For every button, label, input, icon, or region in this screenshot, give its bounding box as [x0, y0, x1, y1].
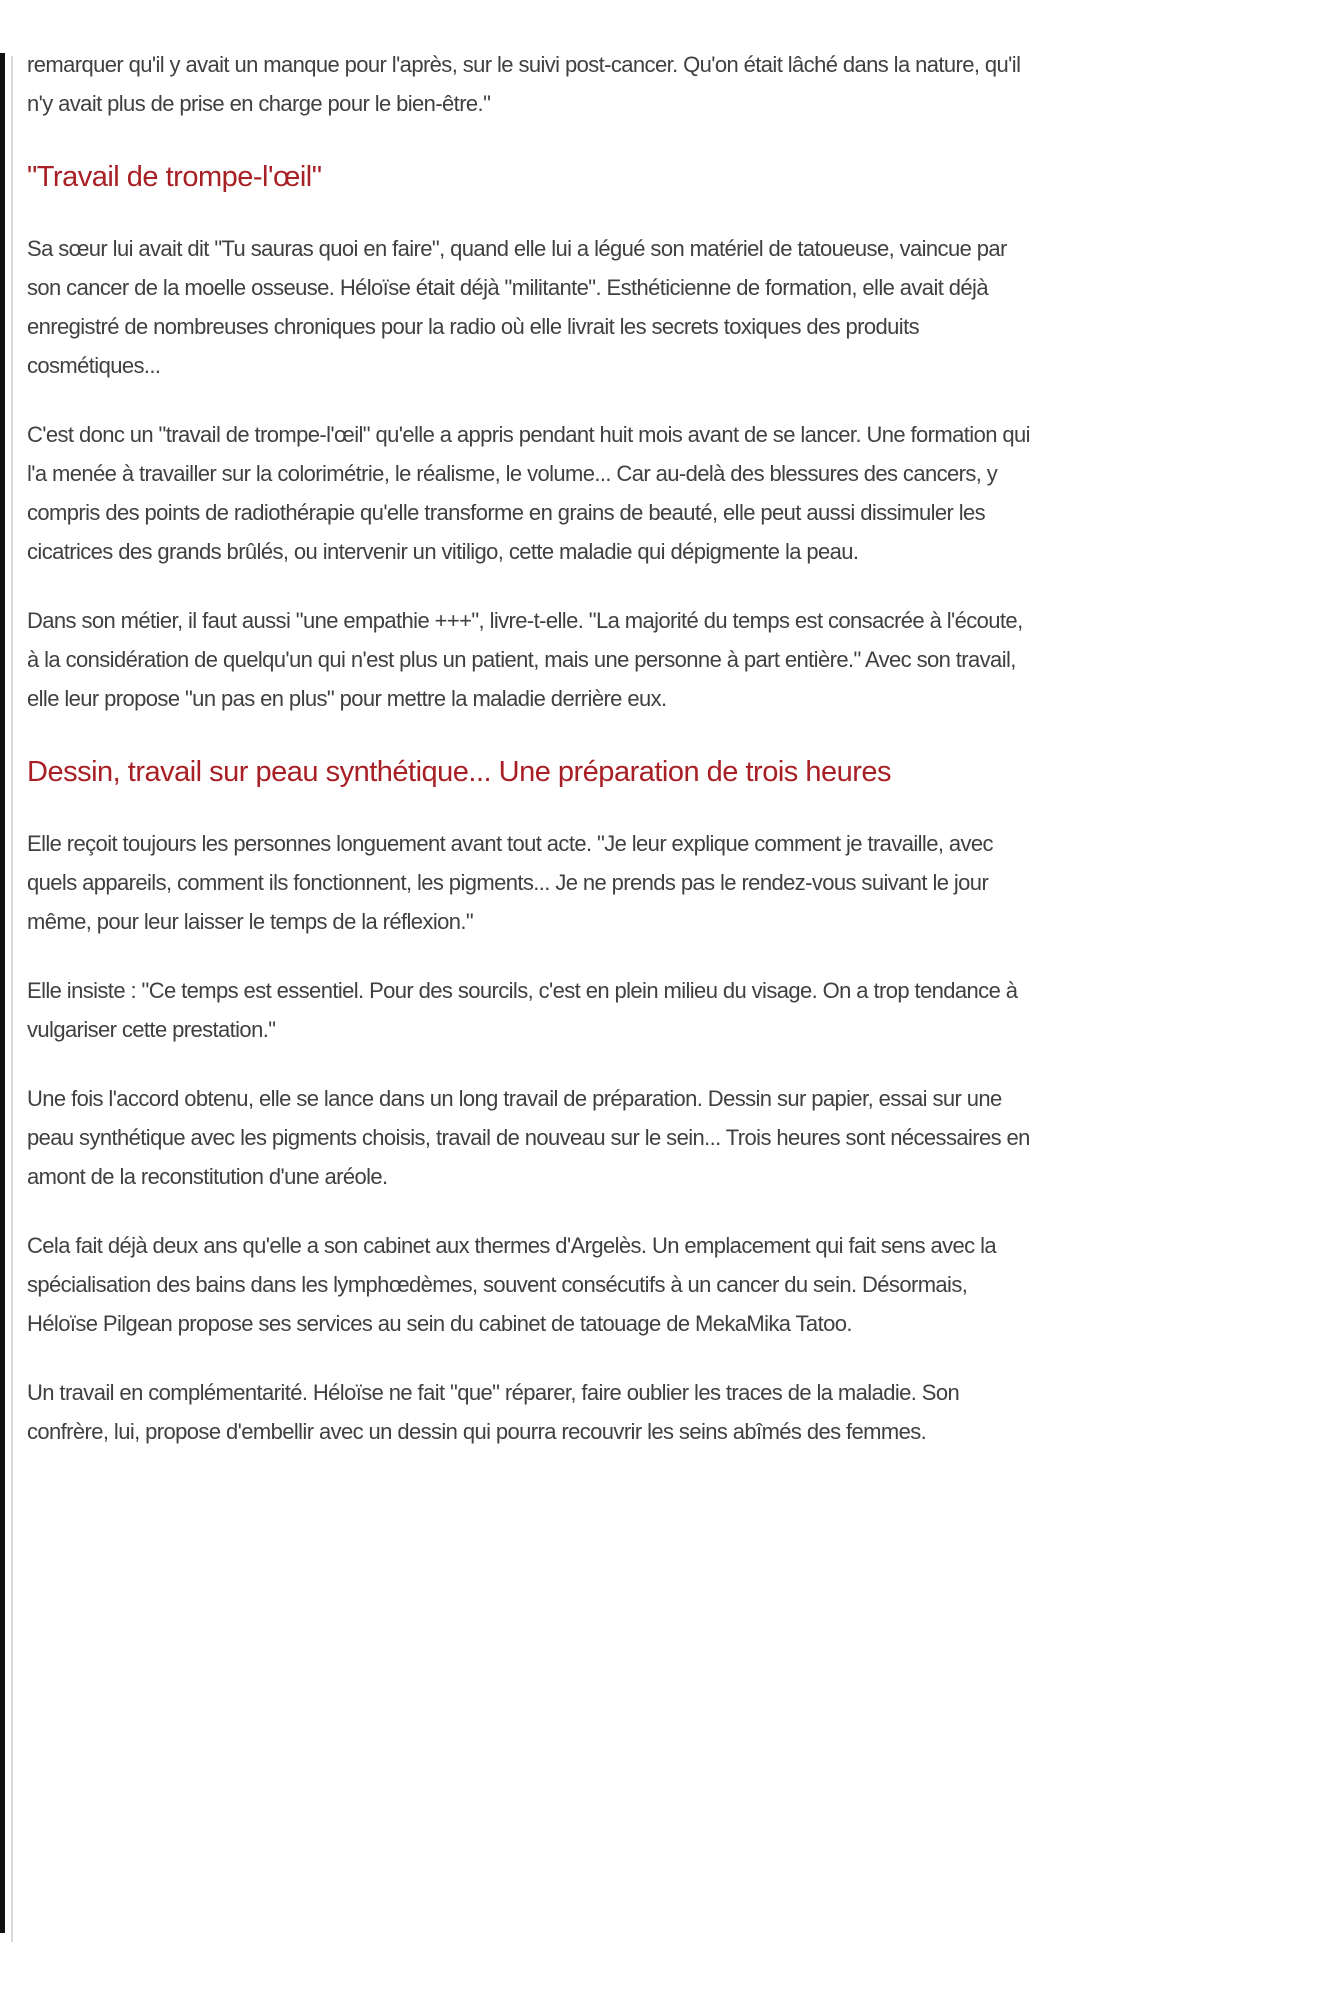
paragraph: Elle insiste : "Ce temps est essentiel. Pour des sourcils, c'est en plein milieu du visage. On a trop tendance à vulgariser cette prestation." [27, 978, 1018, 1042]
paragraph: Dans son métier, il faut aussi "une empathie +++", livre-t-elle. "La majorité du temps est consacrée à l'écoute, à la considération de quelqu'un qui n'est plus un patient, mais une personne à part entière." Avec son travail, elle leur propose "un pas en plus" pour mettre la maladie derrière eux. [27, 608, 1023, 711]
paragraph: C'est donc un "travail de trompe-l'œil" qu'elle a appris pendant huit mois avant de se lancer. Une formation qui l'a menée à travailler sur la colorimétrie, le réalisme, le volume... Car au-delà des blessures des cancers, y compris des points de radiothérapie qu'elle transforme en grains de beauté, elle peut aussi dissimuler les cicatrices des grands brûlés, ou intervenir un vitiligo, cette maladie qui dépigmente la peau. [27, 422, 1030, 564]
lead-paragraph: remarquer qu'il y avait un manque pour l'après, sur le suivi post-cancer. Qu'on était lâché dans la nature, qu'il n'y avait plus de prise en charge pour le bien-être." [27, 52, 1021, 116]
article-body [27, 45, 1037, 1451]
paragraph: Un travail en complémentarité. Héloïse ne fait "que" réparer, faire oublier les traces de la maladie. Son confrère, lui, propose d'embellir avec un dessin qui pourra recouvrir les seins abîmés des femmes. [27, 1380, 960, 1444]
section-heading-preparation: Dessin, travail sur peau synthétique... Une préparation de trois heures [27, 756, 891, 788]
paragraph: Une fois l'accord obtenu, elle se lance dans un long travail de préparation. Dessin sur papier, essai sur une peau synthétique avec les pigments choisis, travail de nouveau sur le sein... Trois heures sont nécessaires en amont de la reconstitution d'une aréole. [27, 1086, 1030, 1189]
section-heading-trompe-loeil: "Travail de trompe-l'œil" [27, 161, 322, 193]
left-edge-bar [0, 53, 5, 1933]
paragraph: Elle reçoit toujours les personnes longuement avant tout acte. "Je leur explique comment je travaille, avec quels appareils, comment ils fonctionnent, les pigments... Je ne prends pas le rendez-vous suivant le jour même, pour leur laisser le temps de la réflexion." [27, 831, 993, 934]
left-vertical-divider [11, 56, 13, 1942]
paragraph: Cela fait déjà deux ans qu'elle a son cabinet aux thermes d'Argelès. Un emplacement qui fait sens avec la spécialisation des bains dans les lymphœdèmes, souvent consécutifs à un cancer du sein. Désormais, Héloïse Pilgean propose ses services au sein du cabinet de tatouage de MekaMika Tatoo. [27, 1233, 996, 1336]
paragraph: Sa sœur lui avait dit "Tu sauras quoi en faire", quand elle lui a légué son matériel de tatoueuse, vaincue par son cancer de la moelle osseuse. Héloïse était déjà "militante". Esthéticienne de formation, elle avait déjà enregistré de nombreuses chroniques pour la radio où elle livrait les secrets toxiques des produits cosmétiques... [27, 236, 1007, 378]
